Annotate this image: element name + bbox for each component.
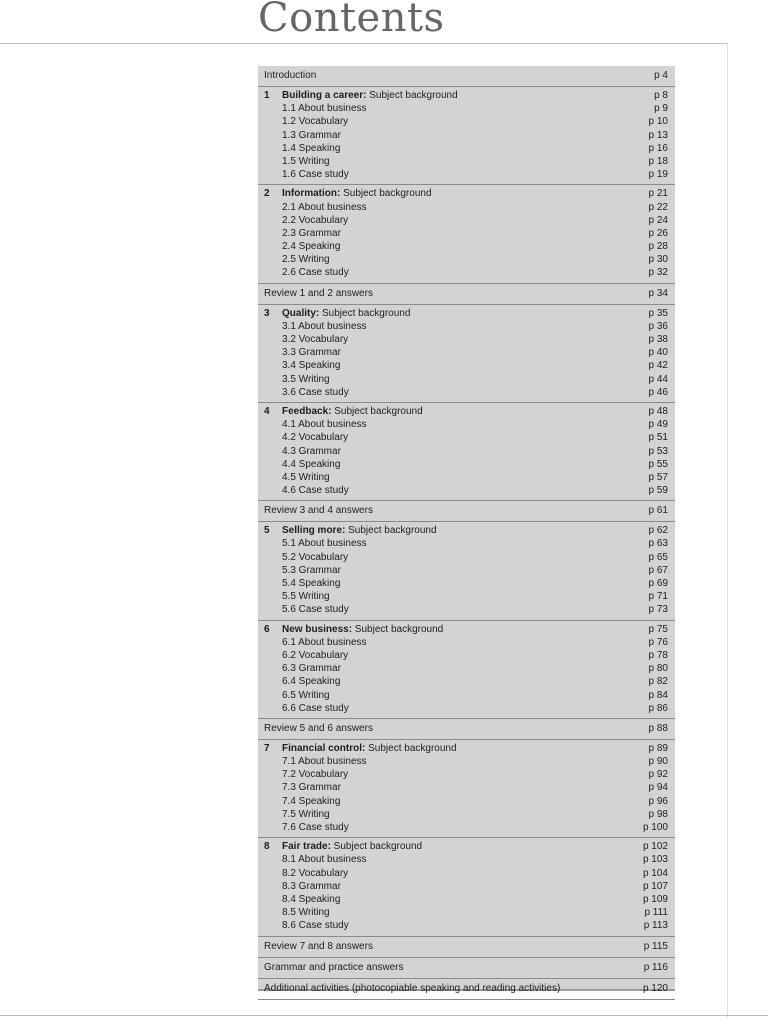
lesson-entry[interactable]	[258, 662, 675, 675]
page-number: p 26	[648, 227, 668, 239]
unit-number: 6	[264, 623, 270, 635]
lesson-entry[interactable]	[258, 755, 675, 768]
lesson-entry[interactable]	[258, 821, 675, 834]
page-number: p 113	[643, 920, 668, 932]
unit-name: Information:	[282, 188, 341, 200]
lesson-label: 5.2 Vocabulary	[282, 551, 349, 563]
lesson-label: 6.2 Vocabulary	[282, 649, 349, 661]
page-number: p 94	[648, 782, 668, 794]
lesson-label: 3.2 Vocabulary	[282, 334, 349, 345]
page-number: p 92	[648, 769, 668, 781]
toc-entry[interactable]	[258, 982, 675, 996]
lesson-entry[interactable]	[258, 431, 675, 444]
page-number: p 96	[648, 795, 668, 807]
lesson-label: 2.1 About business	[282, 201, 367, 213]
page-number: p 16	[648, 142, 668, 154]
lesson-entry[interactable]	[258, 484, 675, 497]
unit-subtitle: Subject background	[366, 90, 458, 101]
bottom-rule	[0, 1015, 768, 1016]
unit-heading[interactable]	[258, 187, 675, 200]
lesson-entry[interactable]	[258, 142, 675, 155]
toc-entry[interactable]	[258, 69, 675, 83]
unit-section	[258, 621, 675, 719]
unit-number: 1	[264, 90, 270, 101]
page-number: p 107	[642, 880, 668, 892]
lesson-entry[interactable]	[258, 333, 675, 346]
unit-heading[interactable]	[258, 89, 675, 102]
page-number: p 86	[648, 702, 668, 714]
lesson-label: 4.4 Speaking	[282, 458, 341, 470]
page-number: p 57	[648, 471, 668, 483]
lesson-label: 4.3 Grammar	[282, 445, 341, 457]
entry-label: Introduction	[264, 70, 317, 81]
lesson-label: 7.6 Case study	[282, 822, 349, 833]
unit-title	[264, 89, 458, 102]
toc-section	[258, 979, 675, 1000]
page-number: p 36	[648, 320, 668, 332]
unit-title	[264, 742, 457, 755]
toc-entry[interactable]	[258, 961, 675, 975]
lesson-entry[interactable]	[258, 768, 675, 781]
unit-name: Selling more:	[282, 525, 346, 537]
page-number: p 98	[648, 808, 668, 820]
lesson-label: 8.1 About business	[282, 854, 367, 866]
page-number: p 120	[642, 982, 668, 994]
unit-section	[258, 522, 675, 620]
unit-title	[264, 187, 432, 200]
page-number: p 51	[648, 432, 668, 444]
unit-name: Quality:	[282, 307, 320, 319]
page-number: p 21	[648, 188, 668, 200]
unit-number: 2	[264, 188, 270, 200]
toc-section	[258, 66, 675, 87]
entry-label: Review 3 and 4 answers	[264, 505, 373, 517]
page-number: p 111	[644, 907, 668, 919]
lesson-label: 3.6 Case study	[282, 386, 349, 398]
unit-name: Building a career:	[282, 90, 367, 101]
lesson-label: 6.1 About business	[282, 636, 367, 648]
page-number: p 65	[648, 551, 668, 563]
lesson-label: 5.3 Grammar	[282, 564, 341, 576]
lesson-label: 6.6 Case study	[282, 702, 349, 714]
lesson-entry[interactable]	[258, 880, 675, 893]
lesson-entry[interactable]	[258, 781, 675, 794]
page-number: p 80	[648, 663, 668, 675]
lesson-label: 6.4 Speaking	[282, 676, 341, 688]
lesson-entry[interactable]	[258, 808, 675, 821]
page-number: p 32	[648, 267, 668, 279]
entry-label: Review 5 and 6 answers	[264, 722, 373, 734]
lesson-entry[interactable]	[258, 346, 675, 359]
lesson-entry[interactable]	[258, 689, 675, 702]
lesson-entry[interactable]	[258, 853, 675, 866]
page-number: p 35	[648, 307, 668, 319]
unit-subtitle: Subject background	[330, 841, 423, 853]
page-number: p 89	[648, 742, 668, 754]
lesson-label: 7.2 Vocabulary	[282, 769, 349, 781]
lesson-label: 8.4 Speaking	[282, 893, 341, 905]
toc-entry[interactable]	[258, 940, 675, 954]
lesson-entry[interactable]	[258, 537, 675, 550]
lesson-label: 3.4 Speaking	[282, 360, 341, 372]
lesson-entry[interactable]	[258, 359, 675, 372]
unit-title	[264, 840, 422, 853]
unit-name: New business:	[282, 623, 353, 635]
lesson-label: 2.2 Vocabulary	[282, 214, 349, 226]
toc-entry[interactable]	[258, 287, 675, 301]
unit-section	[258, 185, 675, 283]
page-number: p 49	[648, 419, 668, 431]
unit-title	[264, 524, 437, 537]
toc-entry[interactable]	[258, 504, 675, 518]
page-number: p 40	[648, 347, 668, 359]
entry-label: Additional activities (photocopiable speaking and reading activities)	[264, 982, 561, 994]
entry-label: Review 7 and 8 answers	[264, 940, 373, 952]
lesson-entry[interactable]	[258, 102, 675, 115]
page-number: p 4	[654, 70, 668, 81]
page-number: p 24	[648, 214, 668, 226]
page-number: p 84	[648, 689, 668, 701]
unit-subtitle: Subject background	[340, 188, 432, 200]
unit-name: Fair trade:	[282, 841, 331, 853]
right-rule	[727, 43, 728, 1018]
unit-section	[258, 740, 675, 838]
lesson-label: 4.6 Case study	[282, 485, 349, 497]
lesson-label: 1.2 Vocabulary	[282, 116, 349, 128]
lesson-label: 1.3 Grammar	[282, 129, 341, 141]
unit-section	[258, 403, 675, 501]
page-number: p 73	[648, 604, 668, 616]
lesson-entry[interactable]	[258, 702, 675, 715]
page-number: p 46	[648, 386, 668, 398]
top-rule	[0, 43, 728, 44]
lesson-label: 2.5 Writing	[282, 254, 330, 266]
page-number: p 62	[648, 525, 668, 537]
lesson-label: 5.4 Speaking	[282, 578, 341, 589]
unit-heading[interactable]	[258, 307, 675, 320]
unit-number: 8	[264, 841, 270, 853]
toc-section	[258, 501, 675, 522]
page-number: p 100	[642, 822, 668, 833]
page-number: p 102	[642, 841, 668, 853]
lesson-label: 2.4 Speaking	[282, 241, 341, 253]
lesson-entry[interactable]	[258, 266, 675, 279]
lesson-entry[interactable]	[258, 115, 675, 128]
unit-heading[interactable]	[258, 524, 675, 537]
unit-heading[interactable]	[258, 623, 675, 636]
unit-section	[258, 305, 675, 403]
lesson-entry[interactable]	[258, 471, 675, 484]
page-number: p 48	[648, 405, 668, 417]
page-number: p 55	[648, 458, 668, 470]
page-number: p 42	[648, 360, 668, 372]
lesson-entry[interactable]	[258, 227, 675, 240]
lesson-entry[interactable]	[258, 603, 675, 616]
page-number: p 10	[648, 116, 668, 128]
lesson-label: 8.5 Writing	[282, 907, 330, 919]
entry-label: Review 1 and 2 answers	[264, 287, 373, 299]
page-number: p 38	[648, 334, 668, 345]
page-number: p 78	[648, 649, 668, 661]
unit-subtitle: Subject background	[331, 405, 423, 417]
lesson-entry[interactable]	[258, 649, 675, 662]
page-number: p 44	[648, 373, 668, 385]
lesson-entry[interactable]	[258, 906, 675, 919]
lesson-entry[interactable]	[258, 636, 675, 649]
unit-number: 4	[264, 405, 270, 417]
lesson-label: 7.3 Grammar	[282, 782, 341, 794]
unit-title	[264, 405, 423, 418]
page-number: p 28	[648, 241, 668, 253]
lesson-entry[interactable]	[258, 214, 675, 227]
page-number: p 71	[648, 591, 668, 603]
lesson-entry[interactable]	[258, 155, 675, 168]
page-number: p 109	[642, 893, 668, 905]
unit-subtitle: Subject background	[319, 307, 411, 319]
lesson-entry[interactable]	[258, 551, 675, 564]
toc-section	[258, 958, 675, 979]
lesson-label: 1.1 About business	[282, 103, 367, 115]
lesson-label: 8.2 Vocabulary	[282, 867, 349, 879]
page-number: p 19	[648, 169, 668, 181]
lesson-entry[interactable]	[258, 675, 675, 688]
page-title: Contents	[258, 0, 445, 41]
page-number: p 90	[648, 756, 668, 768]
unit-section	[258, 838, 675, 936]
page-number: p 8	[654, 90, 668, 101]
lesson-label: 8.6 Case study	[282, 920, 349, 932]
unit-section	[258, 87, 675, 185]
lesson-label: 2.3 Grammar	[282, 227, 341, 239]
lesson-label: 7.5 Writing	[282, 808, 330, 820]
lesson-entry[interactable]	[258, 590, 675, 603]
unit-heading[interactable]	[258, 405, 675, 418]
lesson-entry[interactable]	[258, 240, 675, 253]
page-number: p 9	[654, 103, 668, 115]
lesson-label: 6.5 Writing	[282, 689, 330, 701]
contents-table	[258, 66, 675, 994]
lesson-label: 8.3 Grammar	[282, 880, 341, 892]
unit-subtitle: Subject background	[352, 623, 444, 635]
lesson-label: 3.1 About business	[282, 320, 367, 332]
lesson-entry[interactable]	[258, 253, 675, 266]
toc-entry[interactable]	[258, 722, 675, 736]
page-number: p 13	[648, 129, 668, 141]
lesson-label: 4.2 Vocabulary	[282, 432, 349, 444]
unit-number: 5	[264, 525, 270, 537]
page-number: p 82	[648, 676, 668, 688]
lesson-entry[interactable]	[258, 795, 675, 808]
lesson-entry[interactable]	[258, 867, 675, 880]
lesson-label: 1.5 Writing	[282, 155, 330, 167]
unit-name: Feedback:	[282, 405, 332, 417]
page-number: p 59	[648, 485, 668, 497]
lesson-entry[interactable]	[258, 458, 675, 471]
lesson-label: 5.5 Writing	[282, 591, 330, 603]
lesson-label: 2.6 Case study	[282, 267, 349, 279]
page-number: p 75	[648, 623, 668, 635]
entry-label: Grammar and practice answers	[264, 961, 404, 973]
lesson-entry[interactable]	[258, 919, 675, 932]
unit-subtitle: Subject background	[365, 742, 457, 754]
unit-title	[264, 623, 443, 636]
lesson-label: 7.4 Speaking	[282, 795, 341, 807]
lesson-entry[interactable]	[258, 129, 675, 142]
lesson-entry[interactable]	[258, 320, 675, 333]
page-number: p 63	[648, 538, 668, 550]
unit-heading[interactable]	[258, 840, 675, 853]
page-number: p 18	[648, 155, 668, 167]
lesson-label: 1.4 Speaking	[282, 142, 341, 154]
lesson-label: 1.6 Case study	[282, 169, 349, 181]
lesson-entry[interactable]	[258, 577, 675, 590]
lesson-entry[interactable]	[258, 893, 675, 906]
toc-section	[258, 284, 675, 305]
page-number: p 115	[643, 940, 668, 952]
unit-name: Financial control:	[282, 742, 366, 754]
page-number: p 69	[648, 578, 668, 589]
lesson-label: 5.1 About business	[282, 538, 367, 550]
lesson-label: 6.3 Grammar	[282, 663, 341, 675]
page-number: p 104	[642, 867, 668, 879]
lesson-entry[interactable]	[258, 201, 675, 214]
toc-section	[258, 719, 675, 740]
page-number: p 103	[642, 854, 668, 866]
lesson-label: 3.5 Writing	[282, 373, 330, 385]
lesson-label: 4.5 Writing	[282, 471, 330, 483]
page-number: p 53	[648, 445, 668, 457]
lesson-entry[interactable]	[258, 386, 675, 399]
lesson-label: 4.1 About business	[282, 419, 367, 431]
page-number: p 76	[648, 636, 668, 648]
page-number: p 30	[648, 254, 668, 266]
unit-number: 7	[264, 742, 270, 754]
toc-section	[258, 937, 675, 958]
page-number: p 88	[648, 722, 668, 734]
lesson-entry[interactable]	[258, 373, 675, 386]
page-number: p 61	[648, 505, 668, 517]
lesson-label: 5.6 Case study	[282, 604, 349, 616]
lesson-entry[interactable]	[258, 418, 675, 431]
unit-subtitle: Subject background	[345, 525, 437, 537]
page-number: p 22	[648, 201, 668, 213]
page-number: p 116	[643, 961, 668, 973]
unit-title	[264, 307, 410, 320]
page-number: p 67	[648, 564, 668, 576]
lesson-entry[interactable]	[258, 564, 675, 577]
lesson-label: 3.3 Grammar	[282, 347, 341, 359]
lesson-entry[interactable]	[258, 445, 675, 458]
unit-number: 3	[264, 307, 270, 319]
lesson-entry[interactable]	[258, 168, 675, 181]
unit-heading[interactable]	[258, 742, 675, 755]
page-number: p 34	[648, 287, 668, 299]
lesson-label: 7.1 About business	[282, 756, 367, 768]
